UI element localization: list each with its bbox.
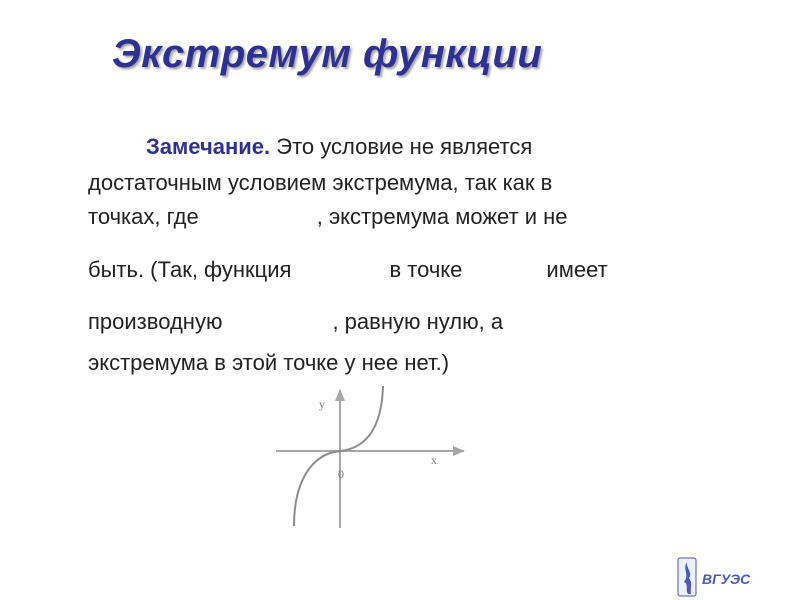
- remark-line-3: [88, 204, 568, 230]
- remark-text-4c: имеет: [546, 257, 608, 282]
- remark-text-4a: быть. (Так, функция: [88, 257, 292, 282]
- university-logo: [676, 554, 776, 598]
- remark-text-4b: в точке: [389, 257, 463, 282]
- remark-text-3b: , экстремума может и не: [316, 204, 568, 229]
- logo-text: ВГУЭС: [702, 571, 751, 587]
- remark-text-3a: точках, где: [88, 204, 199, 229]
- emblem-icon: [678, 558, 696, 596]
- remark-text-1: Это условие не является: [276, 134, 533, 159]
- remark-text-5a: производную: [88, 309, 223, 334]
- cubic-graph: [268, 380, 474, 532]
- slide-title: Экстремум функции: [112, 32, 543, 76]
- remark-line-1: [146, 134, 532, 160]
- y-axis-label: y: [319, 397, 325, 411]
- origin-label: 0: [338, 467, 344, 481]
- remark-line-2: достаточным условием экстремума, так как в: [88, 170, 553, 195]
- remark-line-6: экстремума в этой точке у нее нет.): [88, 350, 450, 375]
- x-axis-label: x: [431, 453, 437, 467]
- cubic-curve: [294, 386, 383, 526]
- remark-line-4: [88, 257, 608, 283]
- remark-label: Замечание.: [146, 134, 271, 159]
- remark-line-5: [88, 309, 503, 335]
- remark-text-5b: , равную нулю, а: [332, 309, 504, 334]
